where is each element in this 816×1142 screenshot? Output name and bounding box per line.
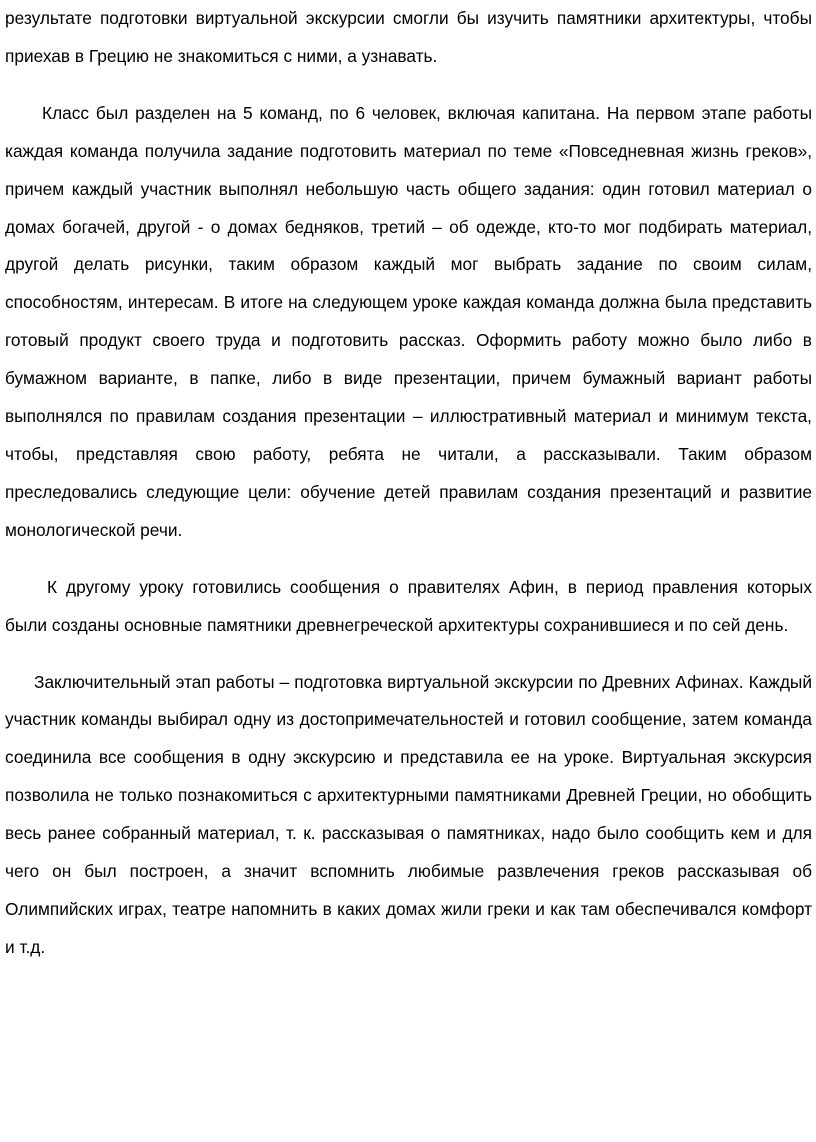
paragraph-team-work: Класс был разделен на 5 команд, по 6 человек, включая капитана. На первом этапе работы каждая команда получила задание подготовить материал по теме «Повседневная жизнь греков», причем каждый участник выполнял небольшую часть общего задания: один готовил материал о домах богачей, другой - о домах бедняков, третий – об одежде, кто-то мог подбирать материал, другой делать рисунки, таким образом каждый мог выбрать задание по своим силам, способностям, интересам. В итоге на следующем уроке каждая команда должна была представить готовый продукт своего труда и подготовить рассказ. Оформить работу можно было либо в бумажном варианте, в папке, либо в виде презентации, причем бумажный вариант работы выполнялся по правилам создания презентации – иллюстративный материал и минимум текста, чтобы, представляя свою работу, ребята не читали, а рассказывали. Таким образом преследовались следующие цели: обучение детей правилам создания презентаций и развитие монологической речи. [5,102,812,540]
paragraph-final-stage: Заключительный этап работы – подготовка виртуальной экскурсии по Древних Афинах. Каждый участник команды выбирал одну из достопримечательностей и готовил сообщение, затем команда соединила все сообщения в одну экскурсию и представила ее на уроке. Виртуальная экскурсия позволила не только познакомиться с архитектурными памятниками Древней Греции, но обобщить весь ранее собранный материал, т. к. рассказывая о памятниках, надо было сообщить кем и для чего он был построен, а значит вспомнить любимые развлечения греков рассказывая об Олимпийских играх, театре напомнить в каких домах жили греки и как там обеспечивался комфорт и т.д. [5,671,812,957]
paragraph-excursion-result: результате подготовки виртуальной экскурсии смогли бы изучить памятники архитектуры, чтобы приехав в Грецию не знакомиться с ними, а узнавать. [5,8,812,66]
paragraph-athens-rulers: К другому уроку готовились сообщения о правителях Афин, в период правления которых были созданы основные памятники древнегреческой архитектуры сохранившиеся и по сей день. [5,576,812,635]
